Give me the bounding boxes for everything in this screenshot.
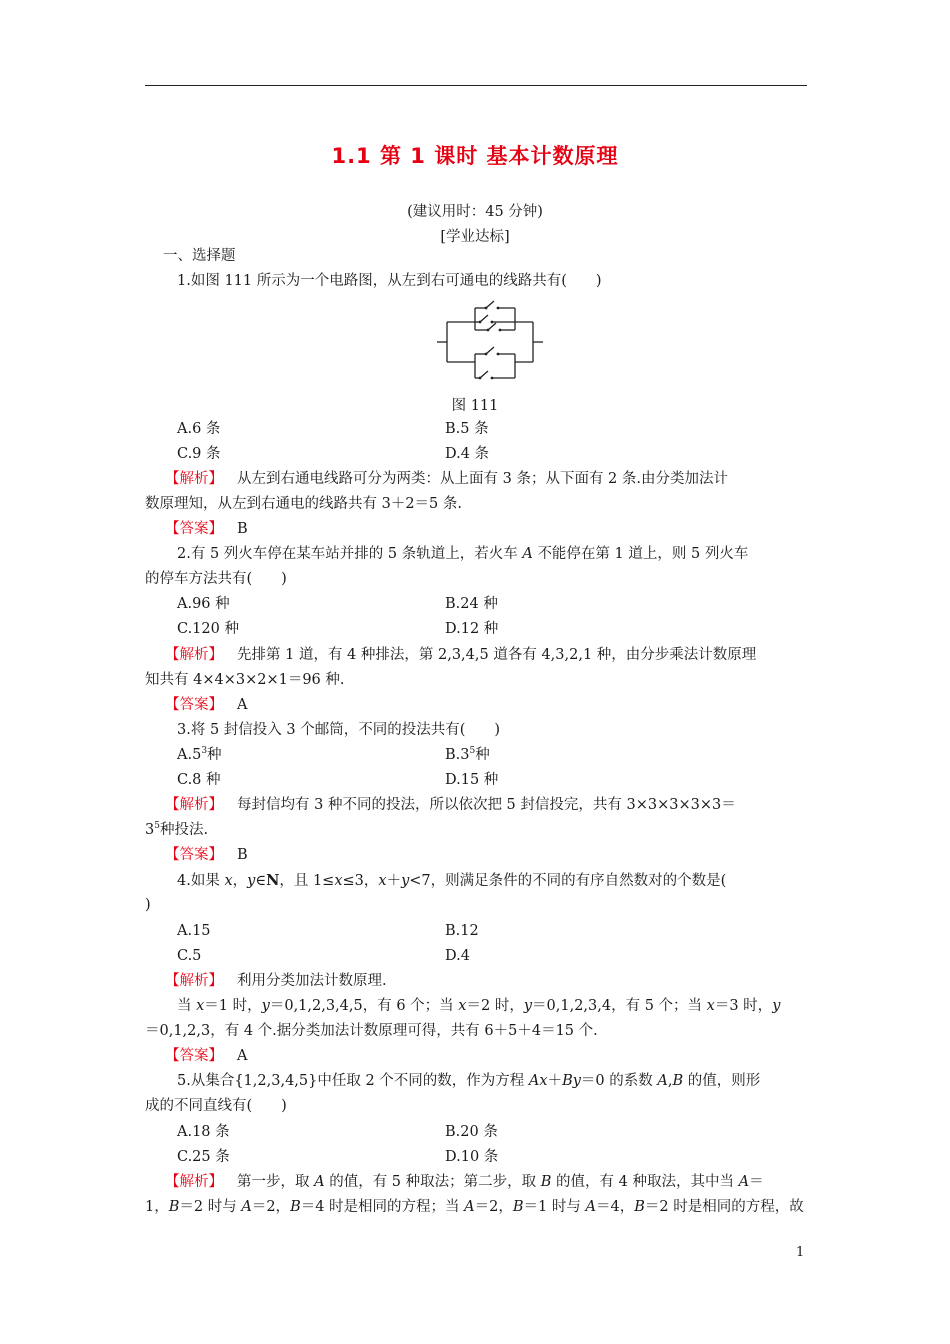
answer-tag: 【答案】 [165, 521, 223, 537]
circuit-diagram [435, 296, 545, 388]
q5-option-a: A.18 条 [177, 1124, 230, 1140]
q4-detail-line2: ＝0,1,2,3，有 4 个.据分类加法计数原理可得，共有 6＋5＋4＝15 个. [145, 1023, 598, 1039]
analysis-tag: 【解析】 [165, 647, 223, 663]
q1-option-c: C.9 条 [177, 446, 221, 462]
answer-tag: 【答案】 [165, 697, 223, 713]
q4-option-d: D.4 [445, 948, 470, 964]
q1-option-a: A.6 条 [177, 421, 221, 437]
q4-analysis: 【解析】 利用分类加法计数原理. [165, 973, 387, 989]
q4-option-b: B.12 [445, 923, 479, 939]
header-rule [145, 85, 807, 86]
q2-option-d: D.12 种 [445, 621, 499, 637]
analysis-tag: 【解析】 [165, 471, 223, 487]
q1-option-d: D.4 条 [445, 446, 490, 462]
q2-analysis-line2: 知共有 4×4×3×2×1＝96 种. [145, 672, 345, 688]
q4-option-a: A.15 [177, 923, 211, 939]
q5-stem-line2: 成的不同直线有( ) [145, 1098, 287, 1114]
q1-analysis-line2: 数原理知，从左到右通电的线路共有 3＋2＝5 条. [145, 496, 463, 512]
q4-answer: 【答案】 A [165, 1048, 248, 1064]
q3-answer: 【答案】 B [165, 847, 248, 863]
section-label: [学业达标] [440, 229, 510, 245]
q1-option-b: B.5 条 [445, 421, 489, 437]
q2-analysis-line1: 【解析】 先排第 1 道，有 4 种排法，第 2,3,4,5 道各有 4,3,2,1 种，由分步乘法计数原理 [165, 647, 757, 663]
analysis-tag: 【解析】 [165, 1174, 223, 1190]
q3-stem: 3.将 5 封信投入 3 个邮筒，不同的投法共有( ) [177, 722, 501, 738]
analysis-tag: 【解析】 [165, 973, 223, 989]
q2-stem-line1: 2.有 5 列火车停在某车站并排的 5 条轨道上，若火车 A 不能停在第 1 道上，则 5 列火车 [177, 546, 749, 562]
page-number: 1 [796, 1245, 805, 1260]
suggested-time: (建议用时：45 分钟) [407, 204, 543, 220]
q5-analysis-line1: 【解析】 第一步，取 A 的值，有 5 种取法；第二步，取 B 的值，有 4 种取法，其中当 A＝ [165, 1174, 764, 1190]
q4-stem-line1: 4.如果 x，y∈N，且 1≤x≤3，x＋y<7，则满足条件的不同的有序自然数对的个数是( [177, 872, 727, 889]
q5-stem-line1: 5.从集合{1,2,3,4,5}中任取 2 个不同的数，作为方程 Ax＋By＝0 的系数 A,B 的值，则形 [177, 1073, 761, 1089]
q3-option-a: $A.5^3$种 [177, 746, 222, 763]
part-heading: 一、选择题 [163, 248, 236, 264]
q2-option-b: B.24 种 [445, 596, 498, 612]
q3-analysis-line1: 【解析】 每封信均有 3 种不同的投法，所以依次把 5 封信投完，共有 3×3×3×3×3＝ [165, 797, 736, 813]
answer-tag: 【答案】 [165, 1048, 223, 1064]
q5-analysis-line2: 1，B＝2 时与 A＝2，B＝4 时是相同的方程；当 A＝2，B＝1 时与 A＝4，B＝2 时是相同的方程，故 [145, 1199, 804, 1215]
q5-option-b: B.20 条 [445, 1124, 498, 1140]
q5-option-c: C.25 条 [177, 1149, 230, 1165]
q2-answer: 【答案】 A [165, 697, 248, 713]
analysis-tag: 【解析】 [165, 797, 223, 813]
q1-analysis-line1: 【解析】 从左到右通电线路可分为两类：从上面有 3 条；从下面有 2 条.由分类加法计 [165, 471, 728, 487]
q3-option-b: $B.3^5$种 [445, 746, 490, 763]
page-title: 1.1 第 1 课时 基本计数原理 [331, 144, 619, 168]
q4-option-c: C.5 [177, 948, 202, 964]
q2-option-a: A.96 种 [177, 596, 230, 612]
q1-stem: 1.如图 111 所示为一个电路图，从左到右可通电的线路共有( ) [177, 273, 602, 289]
q2-option-c: C.120 种 [177, 621, 239, 637]
q3-option-d: D.15 种 [445, 772, 499, 788]
q4-stem-line2: ) [145, 897, 151, 913]
answer-tag: 【答案】 [165, 847, 223, 863]
q5-option-d: D.10 条 [445, 1149, 499, 1165]
q3-option-c: C.8 种 [177, 772, 221, 788]
q3-analysis-line2: $3^5$种投法. [145, 821, 209, 838]
q1-figure-caption: 图 111 [451, 398, 499, 414]
q1-answer: 【答案】 B [165, 521, 248, 537]
q4-detail-line1: 当 x＝1 时，y＝0,1,2,3,4,5，有 6 个；当 x＝2 时，y＝0,1,2,3,4，有 5 个；当 x＝3 时，y [177, 998, 781, 1014]
q2-stem-line2: 的停车方法共有( ) [145, 571, 287, 587]
